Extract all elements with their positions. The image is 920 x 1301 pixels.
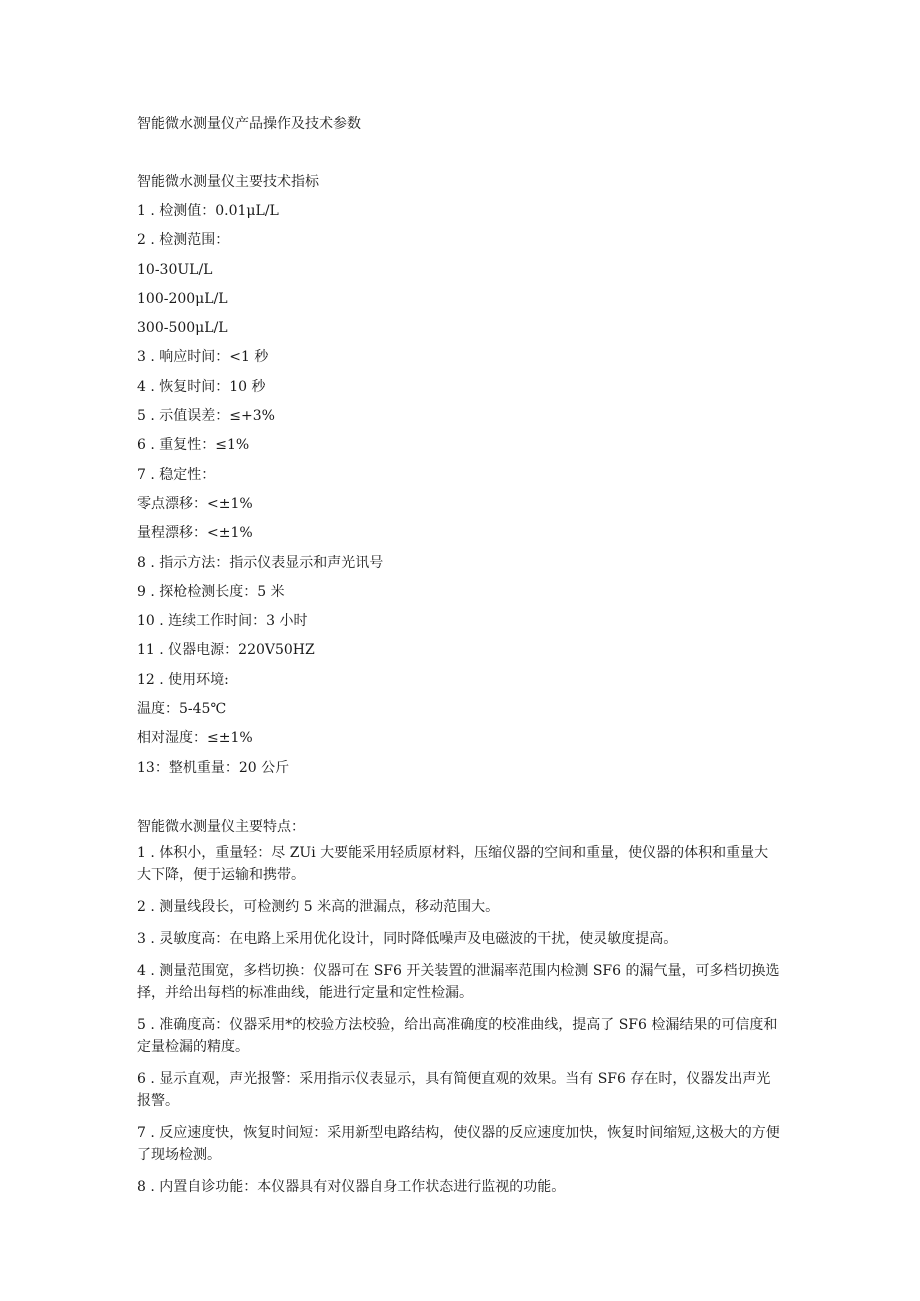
spec-line: 零点漂移：<±1% <box>137 495 253 512</box>
spec-line: 5 . 示值误差：≤+3% <box>137 408 275 425</box>
spec-line: 1 . 检测值：0.01μL/L <box>137 203 279 219</box>
spec-line: 300-500μL/L <box>137 320 228 337</box>
spec-line: 7 . 稳定性： <box>137 466 216 483</box>
features-heading: 智能微水测量仪主要特点： <box>137 818 305 835</box>
feature-item: 7 . 反应速度快，恢复时间短：采用新型电路结构，使仪器的反应速度加快，恢复时间缩短,这极大的方便了现场检测。 <box>137 1124 780 1163</box>
spec-line: 3 . 响应时间：<1 秒 <box>137 349 269 366</box>
feature-item: 5 . 准确度高：仪器采用*的校验方法校验，给出高准确度的校准曲线，提高了 SF6 检漏结果的可信度和定量检漏的精度。 <box>137 1016 778 1055</box>
spec-line: 4 . 恢复时间：10 秒 <box>137 378 266 395</box>
features-list <box>137 842 782 1198</box>
spec-line: 相对湿度：≤±1% <box>137 730 253 747</box>
spec-line: 量程漂移：<±1% <box>137 525 253 542</box>
feature-item: 4 . 测量范围宽，多档切换：仪器可在 SF6 开关装置的泄漏率范围内检测 SF6 的漏气量，可多档切换选择，并给出每档的标准曲线，能进行定量和定性检漏。 <box>137 962 780 1001</box>
specs-list <box>137 197 782 783</box>
spec-line: 2 . 检测范围： <box>137 232 230 249</box>
document-title: 智能微水测量仪产品操作及技术参数 <box>137 116 361 132</box>
specs-heading: 智能微水测量仪主要技术指标 <box>137 174 319 190</box>
spec-line: 12 . 使用环境: <box>137 671 229 688</box>
spec-line: 6 . 重复性：≤1% <box>137 437 250 454</box>
spec-line: 11 . 仪器电源：220V50HZ <box>137 642 315 659</box>
section-gap <box>137 783 782 813</box>
spec-line: 10-30UL/L <box>137 261 213 278</box>
spec-line: 8 . 指示方法：指示仪表显示和声光讯号 <box>137 554 384 571</box>
spec-line: 9 . 探枪检测长度：5 米 <box>137 583 285 600</box>
feature-item: 6 . 显示直观，声光报警：采用指示仪表显示，具有简便直观的效果。当有 SF6 存在时，仪器发出声光报警。 <box>137 1070 771 1109</box>
feature-item: 8 . 内置自诊功能：本仪器具有对仪器自身工作状态进行监视的功能。 <box>137 1178 566 1195</box>
spec-line: 10 . 连续工作时间：3 小时 <box>137 613 308 630</box>
spec-line: 100-200μL/L <box>137 290 228 307</box>
document-page <box>137 113 782 1208</box>
spec-line: 13：整机重量：20 公斤 <box>137 759 290 776</box>
spec-line: 温度：5-45℃ <box>137 701 227 718</box>
feature-item: 1 . 体积小，重量轻：尽 ZUi 大要能采用轻质原材料，压缩仪器的空间和重量，使仪器的体积和重量大大下降，便于运输和携带。 <box>137 844 769 883</box>
feature-item: 2 . 测量线段长，可检测约 5 米高的泄漏点，移动范围大。 <box>137 898 500 915</box>
feature-item: 3 . 灵敏度高：在电路上采用优化设计，同时降低噪声及电磁波的干扰，使灵敏度提高。 <box>137 930 678 947</box>
